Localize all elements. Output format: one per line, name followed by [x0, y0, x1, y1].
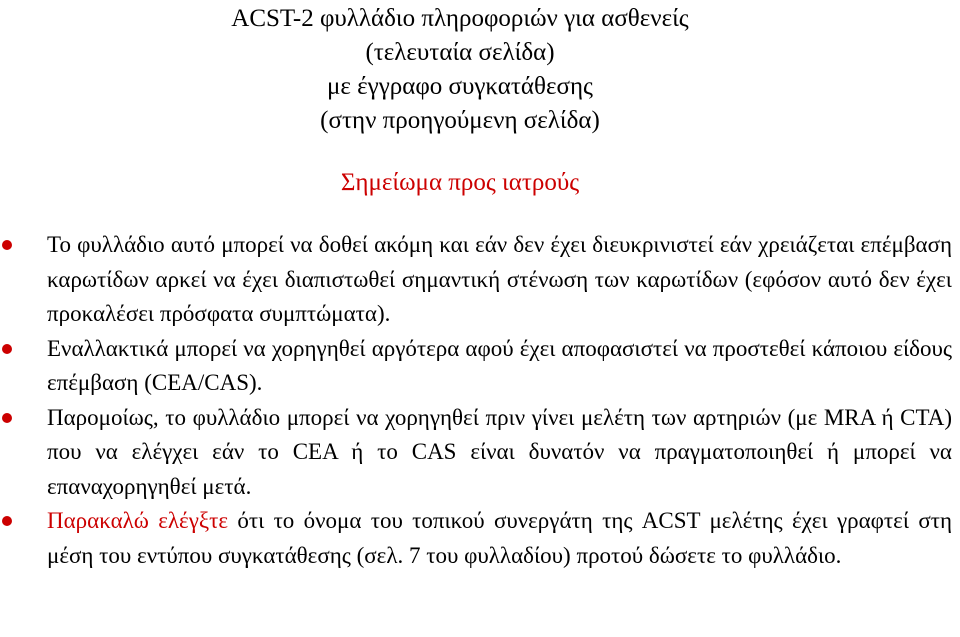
bullet-dot-icon [2, 344, 12, 354]
bullet-item [0, 228, 960, 332]
bullet-dot-icon [2, 240, 12, 250]
highlight-text: Παρακαλώ ελέγξτε [47, 508, 229, 533]
header-line-2: (τελευταία σελίδα) [365, 39, 555, 66]
bullet-text: Εναλλακτικά μπορεί να χορηγηθεί αργότερα αφού έχει αποφασιστεί να προστεθεί κάποιου είδους επέμβαση (CEA/CAS). [47, 335, 952, 395]
bullet-text: ότι το όνομα του τοπικού συνεργάτη της ACST μελέτης έχει γραφτεί στη μέση του εντύπου συγκατάθεσης (σελ. 7 του φυλλαδίου) προτού δώσετε το φυλλάδιο. [47, 508, 952, 568]
bullet-dot-icon [2, 413, 12, 423]
bullet-text: Παρομοίως, το φυλλάδιο μπορεί να χορηγηθεί πριν γίνει μελέτη των αρτηριών (με MRA ή CTA) που να ελέγχει εάν το CEA ή το CAS είναι δυνατόν να πραγματοποιηθεί ή μπορεί να επαναχορηγηθεί μετά. [47, 404, 952, 499]
document-header [0, 2, 920, 138]
bullet-item [0, 332, 960, 401]
bullet-dot-icon [2, 516, 12, 526]
header-title: ACST-2 φυλλάδιο πληροφοριών για ασθενείς [231, 5, 689, 32]
header-line-3: με έγγραφο συγκατάθεσης [327, 73, 593, 100]
bullet-item [0, 401, 960, 505]
section-subtitle: Σημείωμα προς ιατρούς [340, 169, 580, 196]
header-line-4: (στην προηγούμενη σελίδα) [320, 107, 600, 134]
bullet-item [0, 504, 960, 573]
bullet-text: Το φυλλάδιο αυτό μπορεί να δοθεί ακόμη και εάν δεν έχει διευκρινιστεί εάν χρειάζεται επέμβαση καρωτίδων αρκεί να έχει διαπιστωθεί σημαντική στένωση των καρωτίδων (εφόσον αυτό δεν έχει προκαλέσει πρόσφατα συμπτώματα). [47, 232, 952, 326]
bullet-list [0, 228, 960, 573]
